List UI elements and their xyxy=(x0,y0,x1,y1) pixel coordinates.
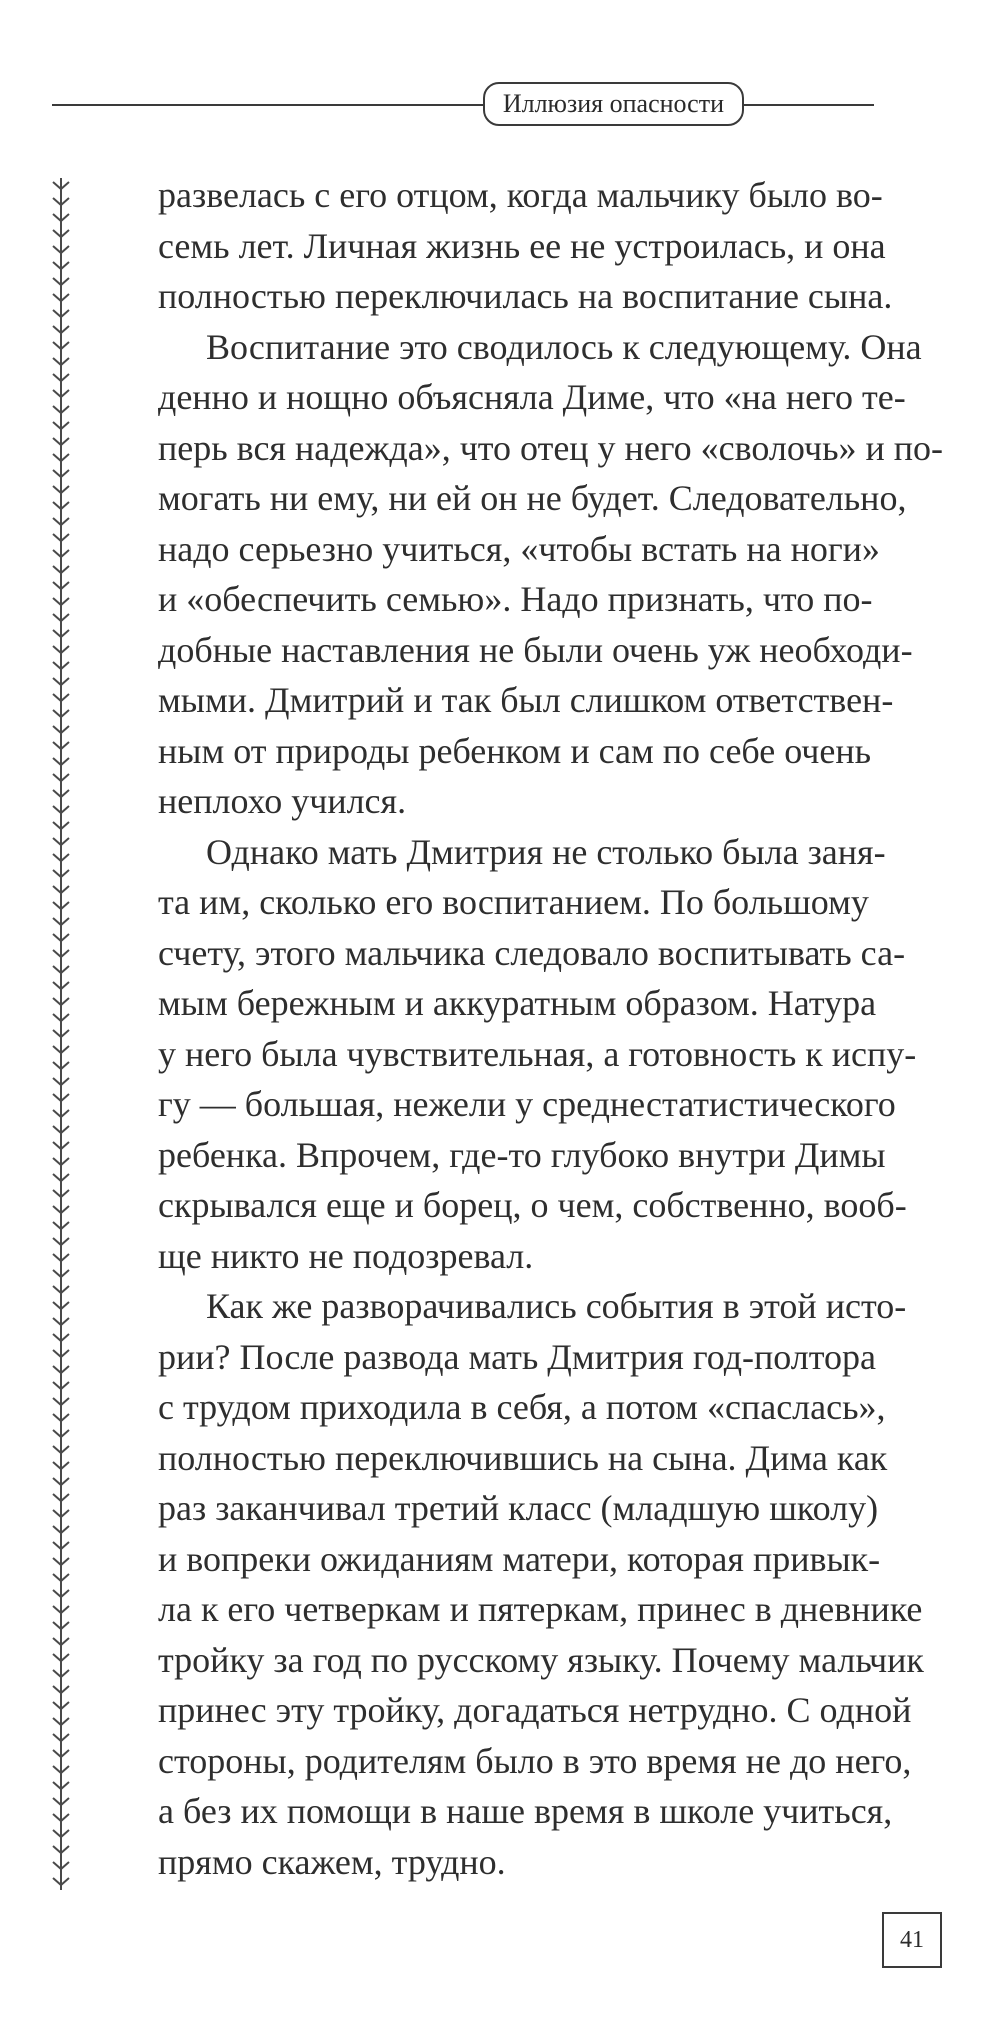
paragraph xyxy=(158,827,917,1282)
paragraph xyxy=(158,1281,924,1887)
running-title: Иллюзия опасности xyxy=(483,82,744,126)
text-line: ребенка. Впрочем, где-то глубоко внутри Димы xyxy=(158,1134,886,1175)
text-line: добные наставления не были очень уж необходи- xyxy=(158,629,913,670)
text-line: Воспитание это сводилось к следующему. Она xyxy=(206,326,922,367)
text-line: тройку за год по русскому языку. Почему мальчик xyxy=(158,1639,924,1680)
text-line: стороны, родителям было в это время не до него, xyxy=(158,1740,912,1781)
text-line: гу — большая, нежели у среднестатистического xyxy=(158,1084,896,1124)
text-line: счету, этого мальчика следовало воспитывать са- xyxy=(158,932,906,973)
text-line: рии? После развода мать Дмитрия год-полтора xyxy=(158,1336,876,1377)
text-line: надо серьезно учиться, «чтобы встать на ноги» xyxy=(158,528,880,569)
text-line: мым бережным и аккуратным образом. Натура xyxy=(158,983,877,1023)
paragraph xyxy=(158,322,944,827)
running-header xyxy=(52,82,874,126)
text-line: ще никто не подозревал. xyxy=(158,1235,534,1276)
text-line: та им, сколько его воспитанием. По большому xyxy=(158,882,869,922)
text-line: и «обеспечить семью». Надо признать, что по- xyxy=(158,579,873,619)
text-line: семь лет. Личная жизнь ее не устроилась, и она xyxy=(158,225,886,266)
text-line: а без их помощи в наше время в школе учиться, xyxy=(158,1791,893,1831)
text-line: полностью переключилась на воспитание сына. xyxy=(158,276,893,316)
text-line: раз заканчивал третий класс (младшую школу) xyxy=(158,1488,879,1528)
text-line: принес эту тройку, догадаться нетрудно. С одной xyxy=(158,1690,912,1730)
text-line: у него была чувствительная, а готовность к испу- xyxy=(158,1033,917,1074)
text-line: мыми. Дмитрий и так был слишком ответствен- xyxy=(158,680,894,720)
text-line: Однако мать Дмитрия не столько была заня- xyxy=(206,831,886,872)
text-line: неплохо учился. xyxy=(158,781,407,821)
page-number: 41 xyxy=(882,1912,942,1968)
paragraph xyxy=(158,170,893,322)
text-line: прямо скажем, трудно. xyxy=(158,1841,506,1882)
header-rule xyxy=(52,104,874,106)
text-line: скрывался еще и борец, о чем, собственно, вооб- xyxy=(158,1185,907,1225)
text-line: с трудом приходила в себя, а потом «спаслась», xyxy=(158,1387,886,1427)
text-line: денно и нощно объясняла Диме, что «на него те- xyxy=(158,377,906,417)
text-line: ла к его четверкам и пятеркам, принес в дневнике xyxy=(158,1589,923,1629)
text-line: перь вся надежда», что отец у него «сволочь» и по- xyxy=(158,427,944,468)
body-text xyxy=(158,170,944,1887)
text-line: развелась с его отцом, когда мальчику было во- xyxy=(158,175,883,215)
text-line: полностью переключившись на сына. Дима как xyxy=(158,1437,888,1478)
text-line: ным от природы ребенком и сам по себе очень xyxy=(158,730,872,771)
text-line: могать ни ему, ни ей он не будет. Следовательно, xyxy=(158,478,907,518)
text-line: Как же разворачивались события в этой исто- xyxy=(206,1286,907,1326)
margin-ornament xyxy=(40,178,82,1890)
text-line: и вопреки ожиданиям матери, которая привык- xyxy=(158,1538,881,1579)
